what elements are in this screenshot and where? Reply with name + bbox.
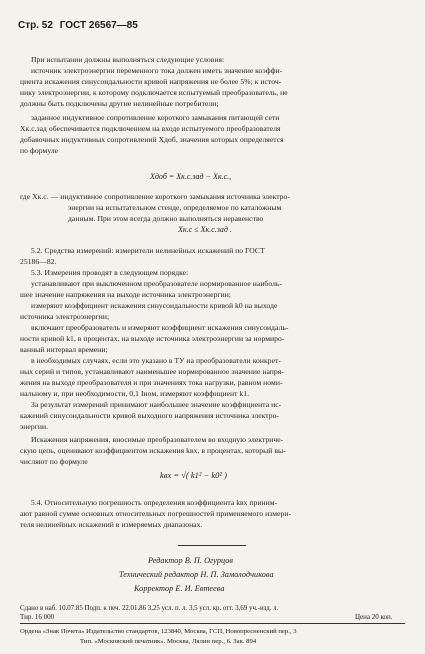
text-line: ных серий и типов, устанавливают наименьшее нормированное значение напря- — [20, 367, 284, 376]
text-line: скую цепь, оценивают коэффициентом искажения kвх, в процентах, который вы- — [20, 446, 286, 455]
page-header — [18, 20, 138, 31]
text-line: добавочных индуктивных сопротивлений Xдоб, значения которых определяется — [20, 135, 284, 144]
text-line: ают равной сумме основных относительных погрешностей применяемого измери- — [20, 509, 292, 518]
imprint-rule — [20, 623, 405, 624]
text-line: При испытании должны выполняться следующие условия: — [31, 55, 225, 64]
separator-line — [178, 545, 246, 546]
imprint-price: Цена 20 коп. — [355, 613, 393, 621]
text-line: источник электроэнергии переменного тока должен иметь значение коэффи- — [31, 66, 283, 75]
text-line: устанавливают при выключенном преобразователе нормированное наиболь- — [31, 279, 283, 288]
text-line: Искажения напряжения, вносимые преобразователем во входную электриче- — [31, 435, 284, 444]
text-line: должны быть подключены другие нелинейные потребители; — [20, 99, 219, 108]
page-label: Стр. 52 — [18, 20, 53, 31]
text-line: заданное индуктивное сопротивление короткого замыкания питающей сети — [31, 113, 280, 122]
text-line: 5.3. Измерения проводят в следующем порядке: — [31, 268, 189, 277]
proofreader-credit: Корректор Е. И. Евтеева — [134, 584, 225, 593]
imprint-publisher: Ордена «Знак Почета» Издательство стандартов, 123840, Москва, ГСП, Новопресненский пер., 3 — [20, 628, 297, 635]
text-line: нальному и, при необходимости, 0,1 Iном, измеряют коэффициент k1. — [20, 389, 250, 398]
imprint-print-data: Сдано в наб. 10.07.85 Подп. к печ. 22.01.86 3,25 усл. п. л. 3,5 усл. кр. отт. 3,69 уч.-изд. л. — [20, 605, 279, 612]
text-line: числяют по формуле — [20, 457, 88, 466]
formula-inequality: Xк.с ≤ Xк.с.зад . — [178, 225, 232, 234]
standard-number: ГОСТ 26567—85 — [59, 20, 138, 31]
text-line: циента искажения синусоидальности кривой напряжения не более 5%; к источ- — [20, 77, 282, 86]
tech-editor-credit: Технический редактор Н. П. Замолодчикова — [119, 570, 274, 579]
formula-k-vx: kвх = √( k1² − k0² ) — [160, 470, 227, 480]
imprint-circulation: Тир. 16 000 — [20, 613, 55, 621]
text-line: 5.2. Средства измерений: измерители нелинейных искажений по ГОСТ — [31, 246, 265, 255]
text-line: по формуле — [20, 146, 59, 155]
text-line: ности кривой k1, в процентах, на выходе источника электроэнергии за нормиро- — [20, 334, 285, 343]
text-line: 5.4. Относительную погрешность определения коэффициента kвх приним- — [31, 498, 278, 507]
text-line: данным. При этом всегда должно выполняться неравенство — [68, 214, 264, 223]
text-line: где Xк.с. — индуктивное сопротивление короткого замыкания источника электро- — [20, 192, 290, 201]
text-line: жения на выходе преобразователя и при значениях тока нагрузки, равном номи- — [20, 378, 283, 387]
text-line: энергии на испытательном стенде, определяемое по каталожным — [68, 203, 282, 212]
text-line: шее значение напряжения на выходе источника электроэнергии; — [20, 290, 231, 299]
text-line: 25186—82. — [20, 257, 57, 266]
text-line: кажений синусоидальности кривой выходного напряжения источника электро- — [20, 411, 280, 420]
text-line: включают преобразователь и измеряют коэффициент искажения синусоидаль- — [31, 323, 289, 332]
formula-x-dob: Xдоб = Xк.с.зад − Xк.с., — [150, 172, 232, 181]
text-line: энергии. — [20, 422, 49, 431]
text-line: в необходимых случаях, если это указано в ТУ на преобразователи конкрет- — [31, 356, 281, 365]
text-line: источника электроэнергии; — [20, 312, 110, 321]
text-line: измеряют коэффициент искажения синусоидальности кривой k0 на выходе — [31, 301, 278, 310]
editor-credit: Редактор В. П. Огурцов — [148, 556, 234, 565]
text-line: За результат измерений принимают наибольшее значение коэффициента ис- — [31, 400, 282, 409]
imprint-printer: Тип. «Московский печатник». Москва, Лялин пер., 6. Зак. 894 — [80, 638, 257, 645]
text-line: нику электроэнергии, к которому подключается испытуемый преобразователь, не — [20, 88, 288, 97]
text-line: Xк.с.зад обеспечивается подключением на входе испытуемого преобразователя — [20, 124, 281, 133]
text-line: ванный интервал времени; — [20, 345, 108, 354]
text-line: теля нелинейных искажений в измеряемых диапазонах. — [20, 520, 203, 529]
